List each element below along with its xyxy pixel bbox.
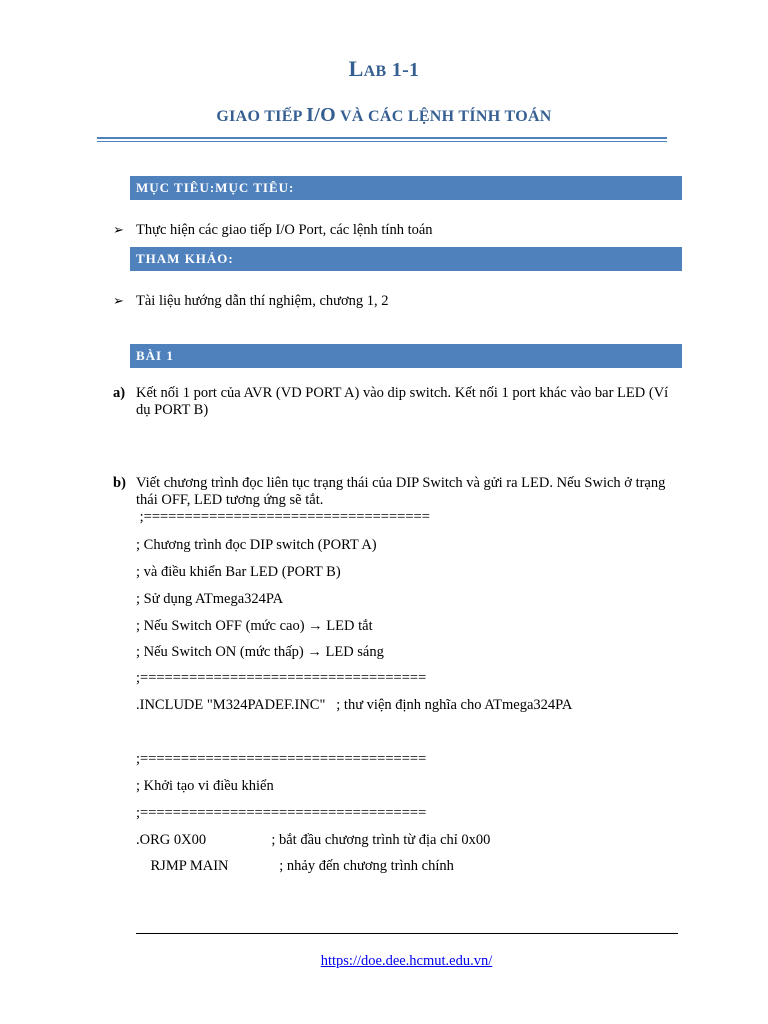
footer-divider — [136, 933, 678, 934]
code-line: ;=================================== — [136, 670, 427, 686]
section-tham-khao: THAM KHẢO: — [130, 247, 682, 271]
section-muc-tieu: MỤC TIÊU:MỤC TIÊU: — [130, 176, 682, 200]
task-b-text: Viết chương trình đọc liên tục trạng thái của DIP Switch và gửi ra LED. Nếu Swich ở trạng thái OFF, LED tương ứng sẽ tắt. — [136, 475, 666, 508]
section-bai-1: BÀI 1 — [130, 344, 682, 368]
code-line: ; Nếu Switch OFF (mức cao) → LED tắt — [136, 618, 373, 634]
task-b-label: b) — [113, 475, 126, 491]
code-line: ;=================================== — [136, 509, 430, 525]
bullet-reference: Tài liệu hướng dẫn thí nghiệm, chương 1, 2 — [136, 293, 389, 309]
code-line: RJMP MAIN ; nhảy đến chương trình chính — [136, 858, 454, 874]
footer-link[interactable]: https://doe.dee.hcmut.edu.vn/ — [320, 953, 493, 969]
lab-title: LAB 1-1 — [348, 56, 420, 81]
title-divider — [97, 137, 667, 139]
title-divider-thin — [97, 141, 667, 142]
footer — [0, 952, 768, 970]
code-line: ; và điều khiển Bar LED (PORT B) — [136, 564, 341, 580]
task-a-label: a) — [113, 385, 126, 401]
lab-subtitle: GIAO TIẾP I/O VÀ CÁC LỆNH TÍNH TOÁN — [216, 104, 552, 126]
code-line: ; Sử dụng ATmega324PA — [136, 591, 284, 607]
code-line: .INCLUDE "M324PADEF.INC" ; thư viện định nghĩa cho ATmega324PA — [136, 697, 573, 713]
code-line: .ORG 0X00 ; bắt đầu chương trình từ địa chỉ 0x00 — [136, 832, 491, 848]
code-line: ; Khởi tạo vi điều khiển — [136, 778, 274, 794]
code-line: ;=================================== — [136, 805, 427, 821]
code-line: ; Nếu Switch ON (mức thấp) → LED sáng — [136, 644, 384, 660]
bullet-arrow-icon: ➢ — [113, 222, 124, 237]
bullet-arrow-icon: ➢ — [113, 293, 124, 308]
code-line: ; Chương trình đọc DIP switch (PORT A) — [136, 537, 377, 553]
bullet-objective: Thực hiện các giao tiếp I/O Port, các lệnh tính toán — [136, 222, 433, 238]
task-a-text: Kết nối 1 port của AVR (VD PORT A) vào dip switch. Kết nối 1 port khác vào bar LED (Ví dụ PORT B) — [136, 385, 669, 418]
code-line: ;=================================== — [136, 751, 427, 767]
